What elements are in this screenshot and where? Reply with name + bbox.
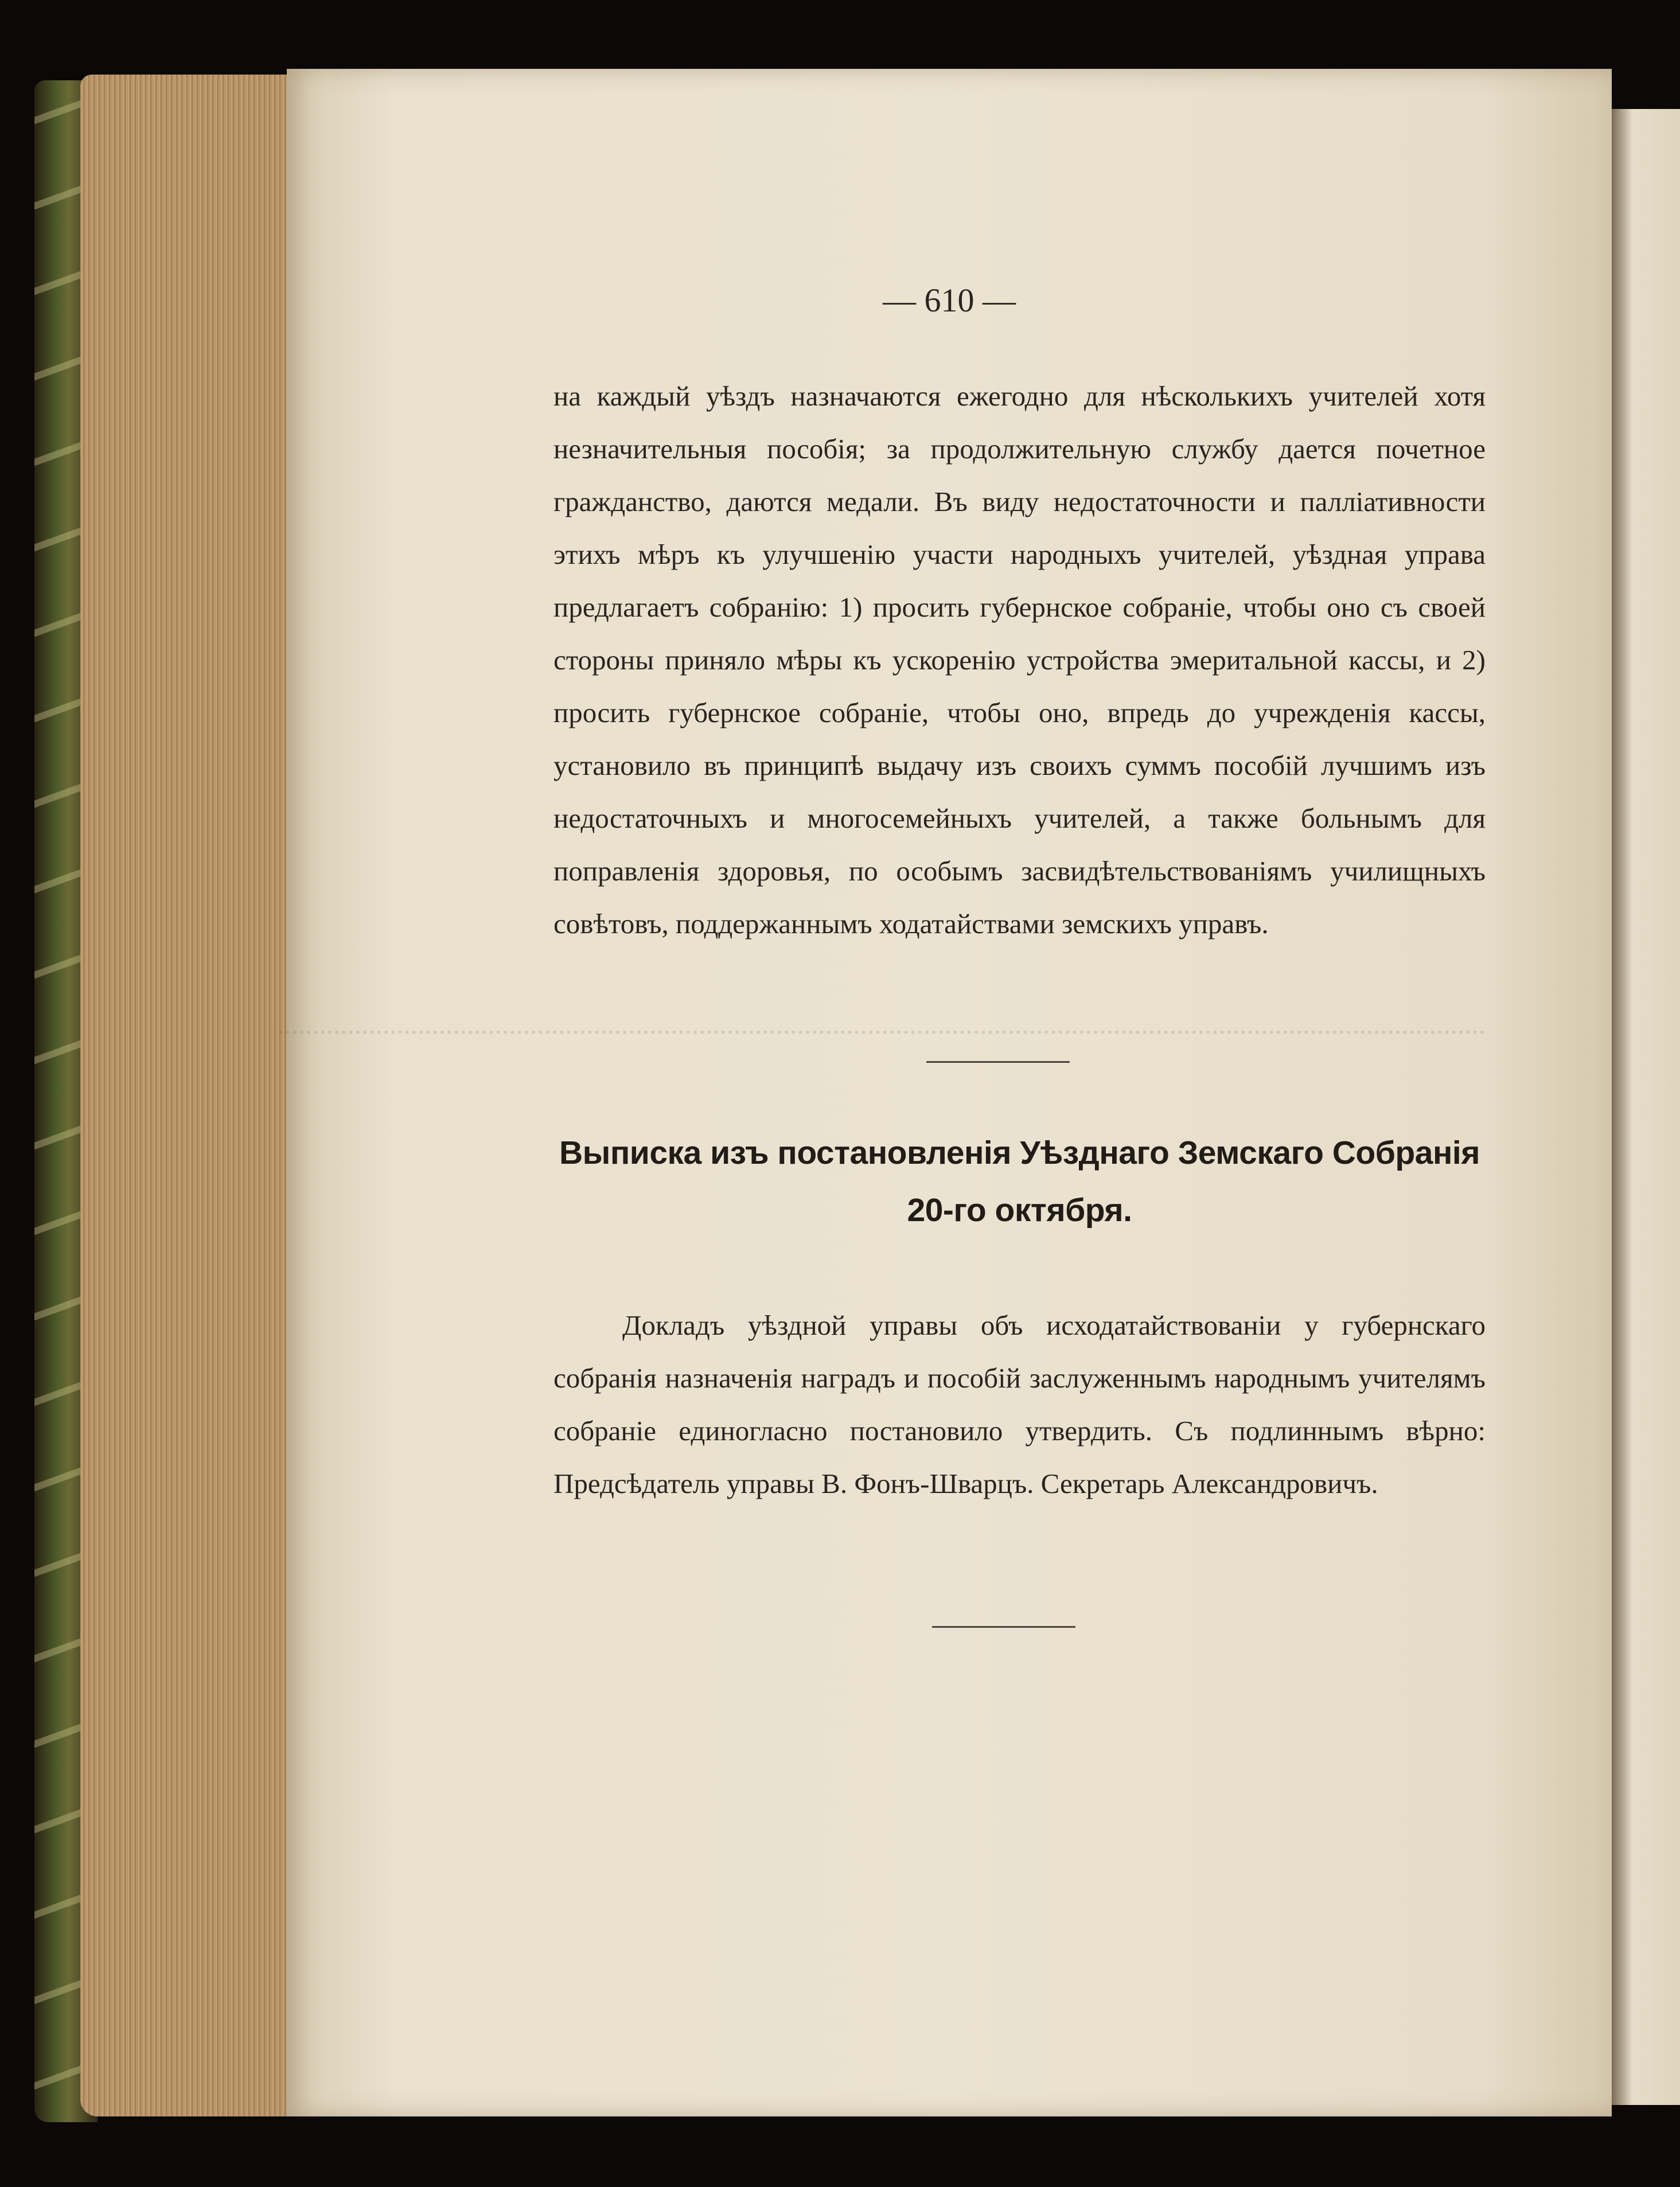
page-number: — 610 — bbox=[883, 282, 1016, 319]
facing-page-edge bbox=[1612, 109, 1680, 2105]
body-paragraph-1: на каждый уѣздъ назначаются ежегодно для нѣсколькихъ учителей хотя незначительныя пособія; за продолжительную службу дается почетное гражданство, даются медали. Въ виду недостаточности и палліативности этихъ мѣръ къ улучшенію участи народныхъ учителей, уѣздная управа предлагаетъ собранію: 1) просить губернское собраніе, чтобы оно съ своей стороны приняло мѣры къ ускоренію устройства эмеритальной кассы, и 2) просить губернское собраніе, чтобы оно, впредь до учрежденія кассы, установило въ принципѣ выдачу изъ своихъ суммъ пособій лучшимъ изъ недостаточныхъ и многосемейныхъ учителей, а также больнымъ для поправленія здоровья, по особымъ засвидѣтельствованіямъ училищныхъ совѣтовъ, поддержаннымъ ходатайствами земскихъ управъ. bbox=[553, 380, 1486, 939]
heading-line-2: 20-го октября. bbox=[907, 1192, 1132, 1229]
section-divider-top bbox=[926, 1061, 1070, 1063]
bleed-through-text: ............................................................................................................................................................................ bbox=[277, 1008, 1486, 1040]
body-paragraph-2: Докладъ уѣздной управы объ исходатайствованіи у губернскаго собранія назначенія наградъ и пособій заслуженнымъ народнымъ учителямъ собраніе единогласно постановило утвердить. Съ подлиннымъ вѣрно: Предсѣдатель управы В. Фонъ-Шварцъ. Секретарь Александровичъ. bbox=[553, 1309, 1486, 1499]
section-divider-bottom bbox=[932, 1626, 1075, 1628]
section-heading bbox=[553, 1124, 1486, 1239]
heading-line-1: Выписка изъ постановленія Уѣзднаго Земскаго Собранія bbox=[559, 1135, 1480, 1171]
book-page bbox=[277, 69, 1612, 2116]
page-stack-edge bbox=[80, 75, 298, 2116]
